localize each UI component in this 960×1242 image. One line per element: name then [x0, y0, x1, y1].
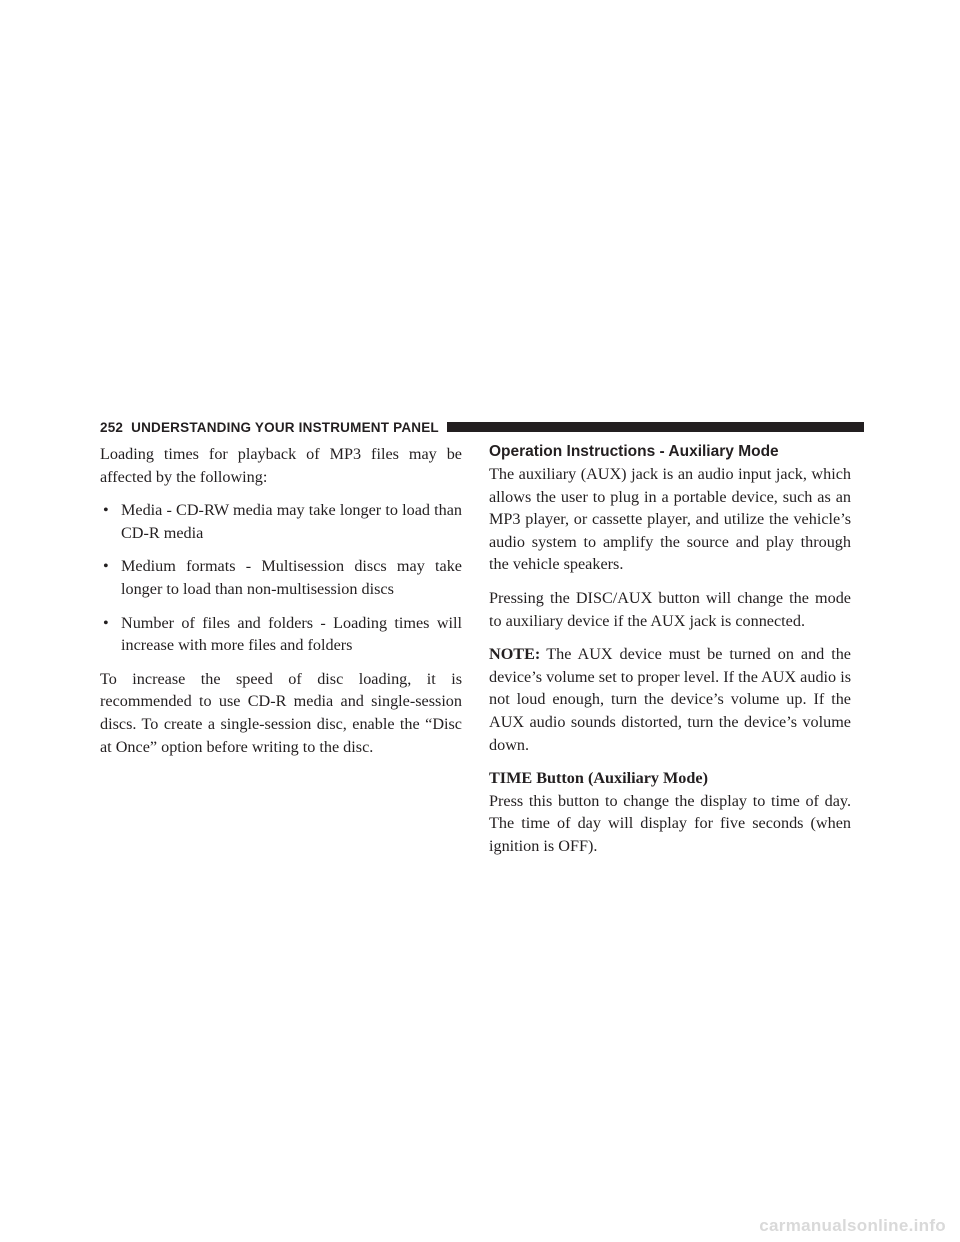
list-item: • Medium formats - Multisession discs may take longer to load than non-multisession discs: [103, 557, 462, 598]
section-title: UNDERSTANDING YOUR INSTRUMENT PANEL: [131, 419, 439, 435]
left-column: [100, 443, 462, 769]
bullet-icon: •: [103, 501, 109, 520]
header-rule: [447, 422, 864, 432]
disc-aux-paragraph: Pressing the DISC/AUX button will change the mode to auxiliary device if the AUX jack is connected.: [489, 588, 851, 630]
note-paragraph: [489, 643, 851, 756]
time-button-paragraph: Press this button to change the display to time of day. The time of day will display for five seconds (when ignition is OFF).: [489, 791, 851, 855]
page-header: [100, 418, 864, 436]
loading-factors-list: [100, 499, 462, 657]
watermark: carmanualsonline.info: [759, 1216, 946, 1235]
section-heading: Operation Instructions - Auxiliary Mode: [489, 443, 779, 460]
note-text: The AUX device must be turned on and the device’s volume set to proper level. If the AUX audio is not loud enough, turn the device’s volume up. If the AUX audio sounds distorted, turn the device’s volume down.: [489, 645, 851, 754]
intro-paragraph: Loading times for playback of MP3 files may be affected by the following:: [100, 445, 462, 486]
time-button-heading: TIME Button (Auxiliary Mode): [489, 769, 708, 788]
aux-description-paragraph: The auxiliary (AUX) jack is an audio input jack, which allows the user to plug in a portable device, such as an MP3 player, or cassette player, and utilize the vehicle’s audio system to amplify the source and play through the vehicle speakers.: [489, 465, 851, 574]
closing-paragraph: To increase the speed of disc loading, it is recommended to use CD-R media and single-session discs. To create a single-session disc, enable the “Disc at Once” option before writing to the disc.: [100, 669, 462, 756]
list-item: • Number of files and folders - Loading times will increase with more files and folders: [103, 613, 462, 655]
list-item: • Media - CD-RW media may take longer to load than CD-R media: [103, 501, 462, 542]
bullet-icon: •: [103, 613, 109, 632]
page-number: 252: [100, 419, 124, 435]
note-label: NOTE:: [489, 645, 541, 664]
bullet-icon: •: [103, 557, 109, 576]
right-column: [489, 443, 851, 858]
